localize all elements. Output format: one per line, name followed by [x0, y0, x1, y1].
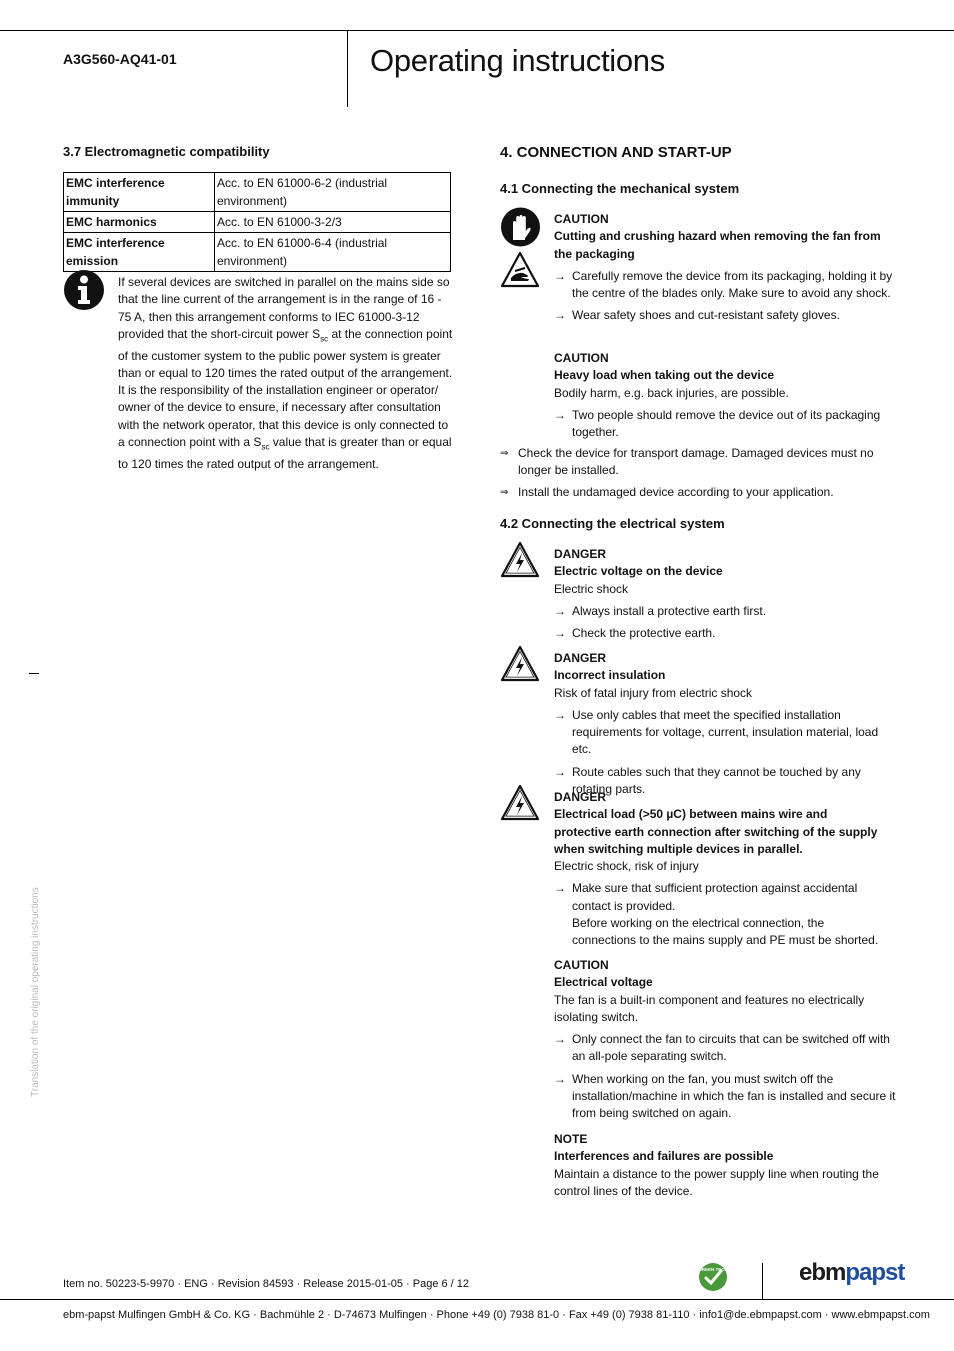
arrow-icon: → [554, 603, 566, 618]
instruction-item [554, 880, 899, 949]
instruction-text: Use only cables that meet the specified installation requirements for voltage, current, insulation material, load etc. [572, 707, 879, 757]
warning-label: NOTE [554, 1132, 588, 1146]
instruction-text: Route cables such that they cannot be touched by any rotating parts. [572, 764, 861, 797]
warning-title: Electric voltage on the device [554, 564, 723, 579]
side-note: Translation of the original operating instructions [30, 887, 41, 1097]
warning-text: Maintain a distance to the power supply line when routing the control lines of the device. [554, 1166, 879, 1198]
info-text-p1-end: at the connection point of the customer system to the public power system is greater than or equal to 120 times the rated output of the arrangement. [118, 326, 453, 380]
warning-text: Bodily harm, e.g. back injuries, are possible. [554, 385, 789, 400]
arrow-icon: → [554, 308, 566, 323]
warning-label: DANGER [554, 547, 607, 561]
section-title-connection: 4. CONNECTION AND START-UP [500, 144, 732, 161]
arrow-icon: → [554, 1032, 566, 1047]
hand-crush-warning-icon [500, 251, 540, 288]
note-interferences [554, 1131, 899, 1200]
warning-title: Electrical voltage [554, 975, 653, 990]
warning-text: Risk of fatal injury from electric shock [554, 685, 753, 700]
table-row [64, 233, 451, 272]
warning-label: DANGER [554, 651, 607, 665]
danger-voltage [554, 546, 899, 642]
step-item [500, 484, 883, 501]
instruction-item [554, 625, 899, 642]
ebmpapst-logo [799, 1259, 904, 1287]
arrow-icon: → [554, 626, 566, 641]
subscript: sc [261, 442, 270, 452]
instruction-text: Check the protective earth. [572, 626, 716, 641]
section-title-emc: 3.7 Electromagnetic compatibility [63, 144, 270, 159]
item-info: Item no. 50223-5-9970 · ENG · Revision 84593 · Release 2015-01-05 · Page 6 / 12 [63, 1278, 470, 1290]
instruction-text: Two people should remove the device out of its packaging together. [572, 407, 881, 440]
greentech-logo [698, 1262, 728, 1292]
arrow-icon: → [554, 881, 566, 896]
footer-divider [762, 1263, 763, 1299]
footer-rule [0, 1299, 954, 1300]
instruction-text: Carefully remove the device from its packaging, holding it by the centre of the blades only. Make sure to avoid any shock. [572, 268, 893, 301]
instruction-item [554, 268, 899, 303]
warning-title: Heavy load when taking out the device [554, 368, 775, 383]
table-cell-value: Acc. to EN 61000-6-4 (industrial environment) [215, 233, 451, 272]
caution-cutting [554, 211, 899, 325]
high-voltage-warning-icon [500, 645, 540, 682]
double-arrow-icon: ⇒ [500, 448, 509, 459]
header-divider [347, 30, 348, 107]
instruction-text: When working on the fan, you must switch off the installation/machine in which the fan is installed and secure it from being switched on again. [572, 1071, 896, 1121]
warning-title: Interferences and failures are possible [554, 1149, 774, 1164]
arrow-icon: → [554, 1071, 566, 1086]
table-cell-key: EMC interference immunity [64, 173, 215, 212]
subsection-electrical: 4.2 Connecting the electrical system [500, 516, 725, 531]
instruction-text: Wear safety shoes and cut-resistant safety gloves. [572, 308, 840, 323]
instruction-item [554, 1031, 899, 1066]
header-top-rule [0, 30, 954, 31]
subscript: sc [320, 334, 329, 344]
logo-papst: papst [845, 1259, 905, 1286]
table-row [64, 173, 451, 212]
warning-text: The fan is a built-in component and features no electrically isolating switch. [554, 992, 865, 1024]
arrow-icon: → [554, 407, 566, 422]
caution-heavy-load [554, 350, 899, 441]
instruction-item [554, 307, 899, 324]
arrow-icon: → [554, 764, 566, 779]
warning-text: Electric shock, risk of injury [554, 859, 699, 874]
step-item [500, 445, 883, 480]
warning-text: Electric shock [554, 581, 629, 596]
warning-title: Electrical load (>50 µC) between mains wire and protective earth connection after switching of the supply when switching multiple devices in parallel. [554, 807, 878, 856]
instruction-text: Only connect the fan to circuits that can be switched off with an all-pole separating switch. [572, 1032, 890, 1064]
table-cell-value: Acc. to EN 61000-3-2/3 [215, 212, 451, 233]
company-info: ebm-papst Mulfingen GmbH & Co. KG · Bachmühle 2 · D-74673 Mulfingen · Phone +49 (0) 7938 81-0 · Fax +49 (0) 7938 81-110 · info1@de.ebmpapst.com · www.ebmpapst.com [63, 1309, 930, 1321]
warning-label: CAUTION [554, 958, 609, 972]
arrow-icon: → [554, 268, 566, 283]
high-voltage-warning-icon [500, 784, 540, 821]
margin-mark [29, 673, 39, 674]
emc-table [63, 172, 451, 272]
table-row [64, 212, 451, 233]
danger-insulation [554, 650, 899, 798]
page-title: Operating instructions [370, 43, 665, 78]
instruction-text: Before working on the electrical connection, the connections to the mains supply and PE must be shorted. [572, 916, 879, 948]
warning-label: CAUTION [554, 212, 609, 226]
subsection-mechanical: 4.1 Connecting the mechanical system [500, 181, 740, 196]
high-voltage-warning-icon [500, 541, 540, 578]
instruction-item [554, 707, 899, 759]
info-text [118, 274, 456, 473]
danger-electrical-load [554, 789, 899, 950]
info-text-p2-end: value that is greater than or equal to 120 times the rated output of the arrangement. [118, 435, 452, 471]
instruction-item [554, 603, 899, 620]
info-text-p2: It is the responsibility of the installation engineer or operator/ owner of the device to ensure, if necessary after consultation with the network operator, that this device is only connected to a connection point with a S [118, 383, 449, 450]
arrow-icon: → [554, 707, 566, 722]
instruction-item [554, 1071, 899, 1123]
step-text: Install the undamaged device according to your application. [518, 485, 834, 499]
logo-ebm: ebm [799, 1259, 846, 1286]
double-arrow-icon: ⇒ [500, 487, 509, 498]
table-cell-key: EMC harmonics [64, 212, 215, 233]
instruction-text: Make sure that sufficient protection against accidental contact is provided. [572, 881, 858, 913]
caution-electrical-voltage [554, 957, 899, 1123]
greentech-text: GREEN TECH [698, 1267, 728, 1272]
instruction-text: Always install a protective earth first. [572, 603, 767, 618]
warning-label: DANGER [554, 790, 607, 804]
warning-title: Cutting and crushing hazard when removing the fan from the packaging [554, 229, 881, 261]
model-number: A3G560-AQ41-01 [63, 51, 177, 67]
gloves-icon [500, 207, 541, 247]
warning-label: CAUTION [554, 351, 609, 365]
warning-title: Incorrect insulation [554, 668, 666, 683]
info-icon [63, 269, 105, 311]
step-text: Check the device for transport damage. Damaged devices must no longer be installed. [518, 446, 874, 478]
instruction-item [554, 407, 899, 442]
table-cell-value: Acc. to EN 61000-6-2 (industrial environment) [215, 173, 451, 212]
info-text-p1: If several devices are switched in parallel on the mains side so that the line current of the arrangement is in the range of 16 - 75 A, then this arrangement conforms to IEC 61000-3-12 provided that the short-circuit power S [118, 275, 450, 341]
table-cell-key: EMC interference emission [64, 233, 215, 272]
